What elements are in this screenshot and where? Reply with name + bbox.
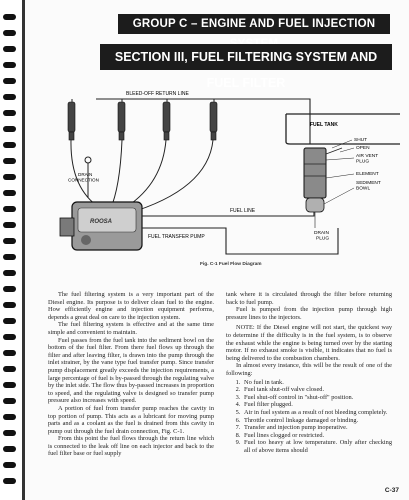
binding-hole: [3, 350, 16, 356]
binding-hole: [3, 110, 16, 116]
open-label: OPEN: [356, 146, 370, 151]
list-item: 6. Throttle control linkage damaged or binding.: [242, 417, 392, 425]
fuel-tank-label: FUEL TANK: [310, 122, 338, 128]
list-item: 3. Fuel shut-off control in "shut-off" position.: [242, 394, 392, 402]
paragraph: Fuel passes from the fuel tank into the sediment bowl on the bottom of the fuel filter. From there fuel flows up through the filter and after leaving filter, is drawn into the pump through the inlet strainer, by the vane type fuel transfer pump. Since transfer pump displacement greatly exceeds the injection requirements, a large percentage of fuel is by-passed through the regulating valve by the inlet side. The flow thus by-passed increases in proportion to speed, and the regulating valve is designed so transfer pump pressure also increases with speed.: [48, 336, 214, 405]
paragraph: The fuel filtering system is effective and at the same time simple and convenient to maintain.: [48, 321, 214, 336]
left-column: [48, 291, 214, 458]
section-title: SECTION III, FUEL FILTERING SYSTEM AND FUEL FILTER: [100, 44, 392, 70]
binding-hole: [3, 222, 16, 228]
binding-hole: [3, 270, 16, 276]
binding-hole: [3, 46, 16, 52]
binding-hole: [3, 78, 16, 84]
transfer-pump-label: FUEL TRANSFER PUMP: [148, 234, 205, 240]
binding-hole: [3, 126, 16, 132]
binding-hole: [3, 430, 16, 436]
drain-connection-fitting: [85, 157, 91, 163]
binding-hole: [3, 238, 16, 244]
drain-plug-label: DRAIN PLUG: [314, 231, 330, 242]
binding-hole: [3, 462, 16, 468]
list-item: 5. Air in fuel system as a result of not bleeding completely.: [242, 409, 392, 417]
fuel-line: [142, 196, 314, 216]
paragraph: From this point the fuel flows through the return line which is connected to the leak off line on each injector and back to the fuel filter base or fuel supply: [48, 435, 214, 458]
list-item: 7. Transfer and injection pump inoperative.: [242, 424, 392, 432]
list-item: 8. Fuel lines clogged or restricted.: [242, 432, 392, 440]
binding-hole: [3, 94, 16, 100]
fuel-tank-outline: [286, 114, 400, 144]
paragraph: The fuel filtering system is a very important part of the Diesel engine. Its purpose is to deliver clean fuel to the engine. How efficiently engine and injection equipment performs, depends a great deal on care to the injection system.: [48, 291, 214, 321]
note-paragraph: NOTE: If the Diesel engine will not start, the quickest way to determine if the difficulty is in the fuel system, is to observe the exhaust while the engine is being turned over by the starting motor. If no exhaust smoke is visible, it indicates that no fuel is being delivered to the combustion chambers.: [226, 324, 392, 362]
fuel-filter: [304, 148, 342, 212]
binding-hole: [3, 398, 16, 404]
binding-hole: [3, 334, 16, 340]
binding-hole: [3, 190, 16, 196]
svg-text:ROOSA: ROOSA: [90, 219, 113, 225]
causes-list: [226, 379, 392, 455]
paragraph: Fuel is pumped from the injection pump through high pressure lines to the injectors.: [226, 306, 392, 321]
bleed-off-label: BLEED-OFF RETURN LINE: [126, 91, 189, 97]
binding-edge: [22, 0, 25, 500]
injector-3: [163, 102, 170, 140]
list-item: 4. Fuel filter plugged.: [242, 401, 392, 409]
injection-pump: [60, 202, 142, 250]
air-vent-label: AIR VENT PLUG: [356, 154, 379, 165]
transfer-pump-line: [142, 228, 338, 254]
binding-hole: [3, 382, 16, 388]
right-column: [226, 291, 392, 454]
paragraph: In almost every instance, this will be the result of one of the following:: [226, 362, 392, 377]
list-item: 2. Fuel tank shut-off valve closed.: [242, 386, 392, 394]
sediment-bowl-label: SEDIMENT BOWL: [356, 181, 381, 192]
shut-label: SHUT: [354, 138, 368, 143]
binding-hole: [3, 302, 16, 308]
element-leader: [326, 174, 354, 178]
binding-hole: [3, 254, 16, 260]
binding-hole: [3, 478, 16, 484]
list-item: 9. Fuel too heavy at low temperature. Only after checking all of above items should: [242, 439, 392, 454]
element-label: ELEMENT: [356, 172, 379, 177]
drain-connection-label: DRAIN CONNECTION: [68, 172, 99, 183]
fuel-flow-diagram: [40, 78, 400, 264]
bleed-off-return-line: [96, 99, 310, 144]
open-leader: [340, 148, 354, 152]
binding-hole: [3, 62, 16, 68]
air-vent-leader: [326, 158, 354, 160]
group-header: GROUP C – ENGINE AND FUEL INJECTION: [118, 14, 390, 34]
sediment-leader: [324, 188, 354, 204]
binding-hole: [3, 366, 16, 372]
binding-hole: [3, 174, 16, 180]
binding-hole: [3, 286, 16, 292]
list-item: 1. No fuel in tank.: [242, 379, 392, 387]
injector-1: [68, 102, 75, 140]
injector-4: [210, 102, 217, 140]
paragraph: A portion of fuel from transfer pump reaches the cavity in top portion of pump. This acts as a lubricant for moving pump parts and as a coolant as the fuel is drained from this cavity in pump out through the fuel drain connection, Fig. C-1.: [48, 404, 214, 435]
binding-hole: [3, 30, 16, 36]
binding-hole: [3, 158, 16, 164]
binding-hole: [3, 414, 16, 420]
fuel-line-label: FUEL LINE: [230, 208, 256, 214]
binding-hole: [3, 142, 16, 148]
figure-caption: Fig. C-1 Fuel Flow Diagram: [200, 262, 262, 267]
spiral-binding: [0, 0, 22, 500]
binding-hole: [3, 446, 16, 452]
page-number: C-37: [384, 487, 399, 494]
binding-hole: [3, 318, 16, 324]
injector-2: [118, 102, 125, 140]
binding-hole: [3, 14, 16, 20]
binding-hole: [3, 206, 16, 212]
paragraph: tank where it is circulated through the filter before returning back to fuel pump.: [226, 291, 392, 306]
